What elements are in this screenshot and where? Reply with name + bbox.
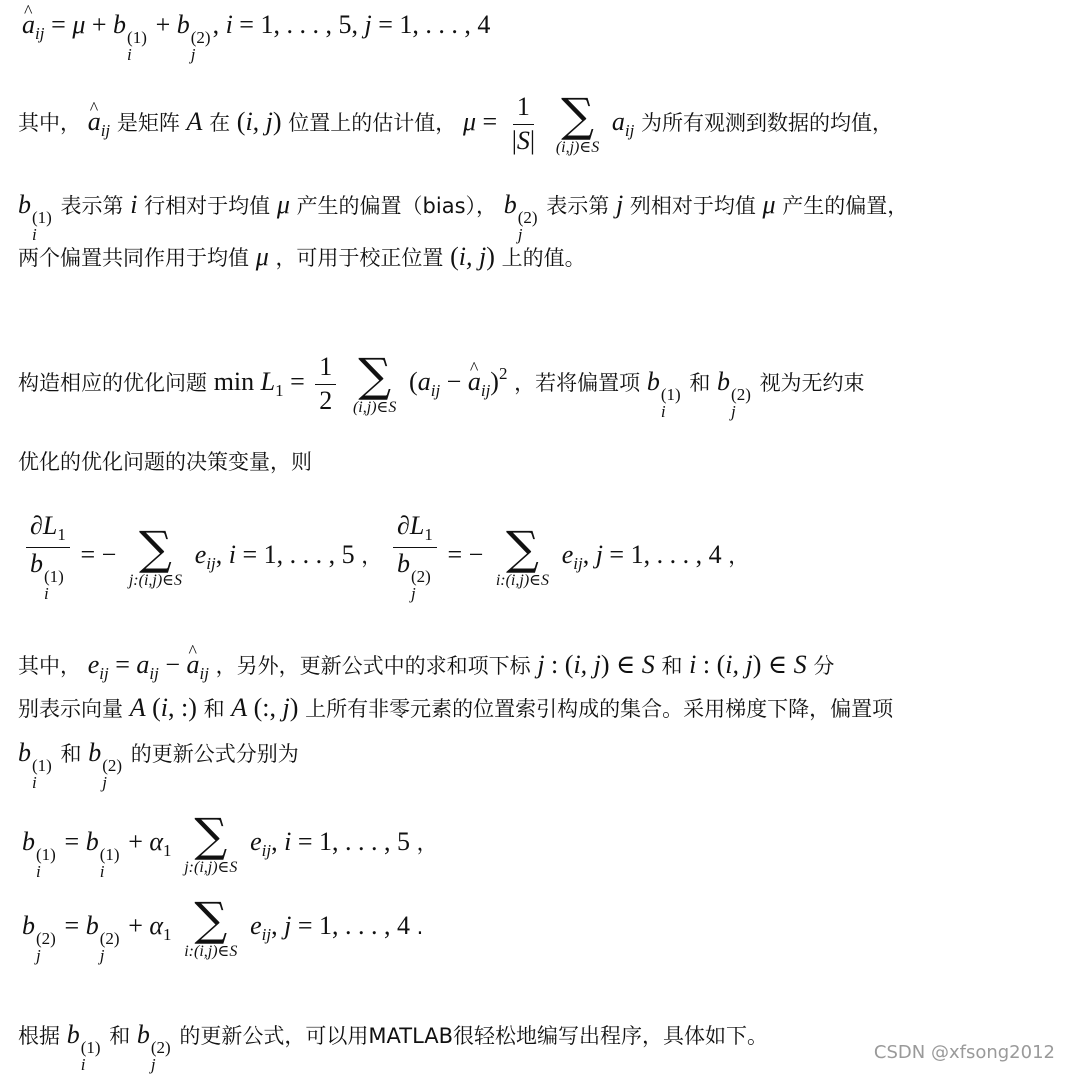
watermark: CSDN @xfsong2012 bbox=[873, 1042, 1055, 1063]
sum-symbol: ∑ j:(i,j)∈S bbox=[184, 808, 238, 876]
text: 其中， bbox=[18, 654, 81, 678]
equation-update-b1: b (1) i = b (1) i + $\alpha_1$ ∑ j:(i,j)∈S $e_{ij}$, i = 1, . . . , 5 ， bbox=[22, 808, 438, 881]
text: ，可用于校正位置 bbox=[275, 246, 444, 270]
sum-symbol: ∑ i:(i,j)∈S bbox=[184, 892, 238, 960]
text: 视为无约束 bbox=[759, 371, 865, 395]
text: 行相对于均值 bbox=[144, 194, 271, 218]
equation-partial-derivatives: $\partial L_1$ b (1) i = − ∑ j:(i,j)∈S $e_{ij}$, i = 1, . . . , 5 ， $\partial L_1$ b (2) j = − ∑ i:(i,j)∈S $e_{ij}$, j = 1, . . . , 4 ， bbox=[22, 512, 749, 602]
text: 和 bbox=[109, 1024, 131, 1048]
paragraph-3-line-3: b (1) i 和 b (2) j 的更新公式分别为 bbox=[18, 738, 299, 792]
text: 为所有观测到数据的均值， bbox=[641, 111, 894, 135]
text: 在 bbox=[209, 111, 231, 135]
text: 优化的优化问题的决策变量，则 bbox=[18, 450, 312, 474]
text: 产生的偏置， bbox=[782, 194, 909, 218]
sum-symbol: ∑ i:(i,j)∈S bbox=[495, 520, 549, 589]
fraction-dL-db1: $\partial L_1$ b (1) i bbox=[26, 512, 70, 602]
paragraph-1-line-2: b (1) i 表示第 i 行相对于均值 μ 产生的偏置（bias）， b (2) j 表示第 j 列相对于均值 μ 产生的偏置， bbox=[18, 190, 909, 244]
text: ，若将偏置项 bbox=[514, 371, 641, 395]
text: ，另外，更新公式中的求和项下标 bbox=[215, 654, 531, 678]
text: 构造相应的优化问题 bbox=[18, 371, 207, 395]
text: 的更新公式，可以用MATLAB很轻松地编写出程序，具体如下。 bbox=[179, 1024, 769, 1048]
paragraph-2-line-1: 构造相应的优化问题 $\min L_1$ = $\frac{1}{2}$ ∑ (i,j)∈S ($a_{ij}$ − ^ $a_{ij})^2$ ，若将偏置项 b (1) i 和 b (2) j 视为无约束 bbox=[18, 352, 865, 420]
text: 上的值。 bbox=[501, 246, 586, 270]
text: 和 bbox=[203, 697, 225, 721]
equation-update-b2: b (2) j = b (2) j + $\alpha_1$ ∑ i:(i,j)∈S $e_{ij}$, j = 1, . . . , 4 . bbox=[22, 892, 424, 965]
text: 两个偏置共同作用于均值 bbox=[18, 246, 249, 270]
sum-symbol: ∑ j:(i,j)∈S bbox=[128, 520, 183, 589]
text: 的更新公式分别为 bbox=[130, 742, 299, 766]
sum-symbol: ∑ (i,j)∈S bbox=[555, 88, 600, 156]
paragraph-4: 根据 b (1) i 和 b (2) j 的更新公式，可以用MATLAB很轻松地编写出程序，具体如下。 bbox=[18, 1020, 769, 1074]
text: 别表示向量 bbox=[18, 697, 123, 721]
paragraph-1-line-3: 两个偏置共同作用于均值 μ ，可用于校正位置 (i, j) 上的值。 bbox=[18, 242, 586, 271]
text: 和 bbox=[661, 654, 683, 678]
text: 表示第 bbox=[60, 194, 124, 218]
text: 产生的偏置（bias）， bbox=[296, 194, 498, 218]
paragraph-3-line-2: 别表示向量 A (i, :) 和 A (:, j) 上所有非零元素的位置索引构成的集合。采用梯度下降，偏置项 bbox=[18, 693, 894, 722]
text: 位置上的估计值， bbox=[288, 111, 457, 135]
equation-top: ^ $a_{ij} = \mu + b$ (1) i + b (2) j , i = 1, . . . , 5, j = 1, . . . , 4 bbox=[22, 12, 490, 63]
text: 分 bbox=[813, 654, 835, 678]
text: 其中， bbox=[18, 111, 81, 135]
fraction-one-half: $\frac{1}{2}$ bbox=[315, 353, 336, 415]
paragraph-1-line-1: 其中， ^ $a_{ij}$ 是矩阵 A 在 (i, j) 位置上的估计值， μ = $\frac{1}{|S|}$ ∑ (i,j)∈S $a_{ij}$ 为所有观测到数据的均值， bbox=[18, 92, 893, 156]
text: 表示第 bbox=[546, 194, 610, 218]
text: 是矩阵 bbox=[116, 111, 180, 135]
sum-symbol: ∑ (i,j)∈S bbox=[352, 348, 397, 416]
text: 和 bbox=[60, 742, 82, 766]
text: 上所有非零元素的位置索引构成的集合。采用梯度下降，偏置项 bbox=[305, 697, 894, 721]
fraction-1-over-S: $\frac{1}{|S|}$ bbox=[511, 91, 536, 155]
paragraph-2-line-2 bbox=[18, 452, 312, 473]
paragraph-3-line-1: 其中， $e_{ij} = a_{ij}$ − ^ $a_{ij}$ ，另外，更新公式中的求和项下标 j : (i, j) ∈ S 和 i : (i, j) ∈ S 分 bbox=[18, 652, 834, 682]
text: 根据 bbox=[18, 1024, 60, 1048]
text: 列相对于均值 bbox=[629, 194, 756, 218]
fraction-dL-db2: $\partial L_1$ b (2) j bbox=[393, 512, 437, 602]
text: 和 bbox=[689, 371, 711, 395]
